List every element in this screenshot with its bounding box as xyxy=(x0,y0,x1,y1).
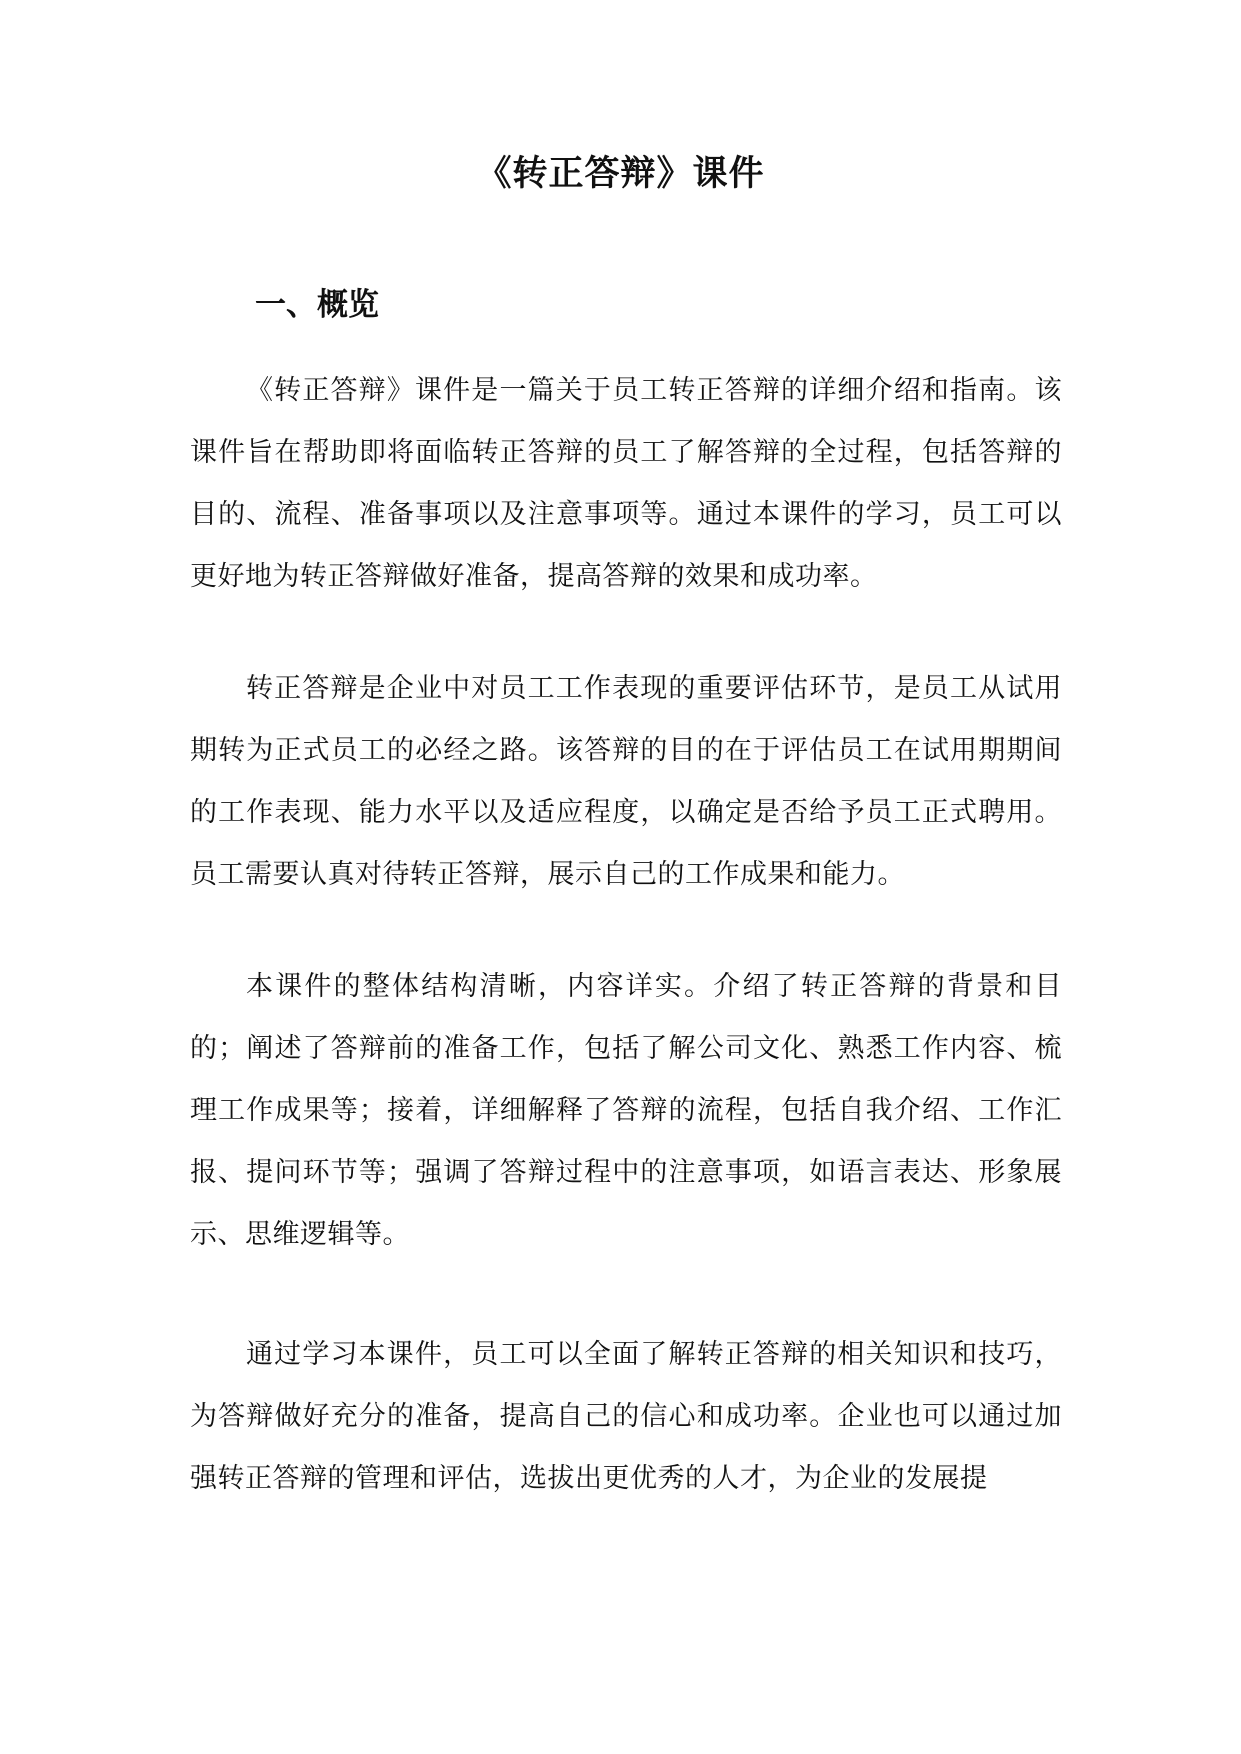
paragraph: 通过学习本课件，员工可以全面了解转正答辩的相关知识和技巧，为答辩做好充分的准备，提高自己的信心和成功率。企业也可以通过加强转正答辩的管理和评估，选拔出更优秀的人才，为企业的发展提 xyxy=(190,1339,1062,1494)
paragraph: 转正答辩是企业中对员工工作表现的重要评估环节，是员工从试用期转为正式员工的必经之路。该答辩的目的在于评估员工在试用期期间的工作表现、能力水平以及适应程度，以确定是否给予员工正式聘用。员工需要认真对待转正答辩，展示自己的工作成果和能力。 xyxy=(190,673,1062,890)
document-title: 《转正答辩》课件 xyxy=(476,153,765,194)
paragraph: 本课件的整体结构清晰，内容详实。介绍了转正答辩的背景和目的；阐述了答辩前的准备工作，包括了解公司文化、熟悉工作内容、梳理工作成果等；接着，详细解释了答辩的流程，包括自我介绍、工作汇报、提问环节等；强调了答辩过程中的注意事项，如语言表达、形象展示、思维逻辑等。 xyxy=(190,971,1062,1250)
paragraph: 《转正答辩》课件是一篇关于员工转正答辩的详细介绍和指南。该课件旨在帮助即将面临转正答辩的员工了解答辩的全过程，包括答辩的目的、流程、准备事项以及注意事项等。通过本课件的学习，员工可以更好地为转正答辩做好准备，提高答辩的效果和成功率。 xyxy=(190,375,1062,592)
section-heading-overview: 一、概览 xyxy=(255,287,379,323)
